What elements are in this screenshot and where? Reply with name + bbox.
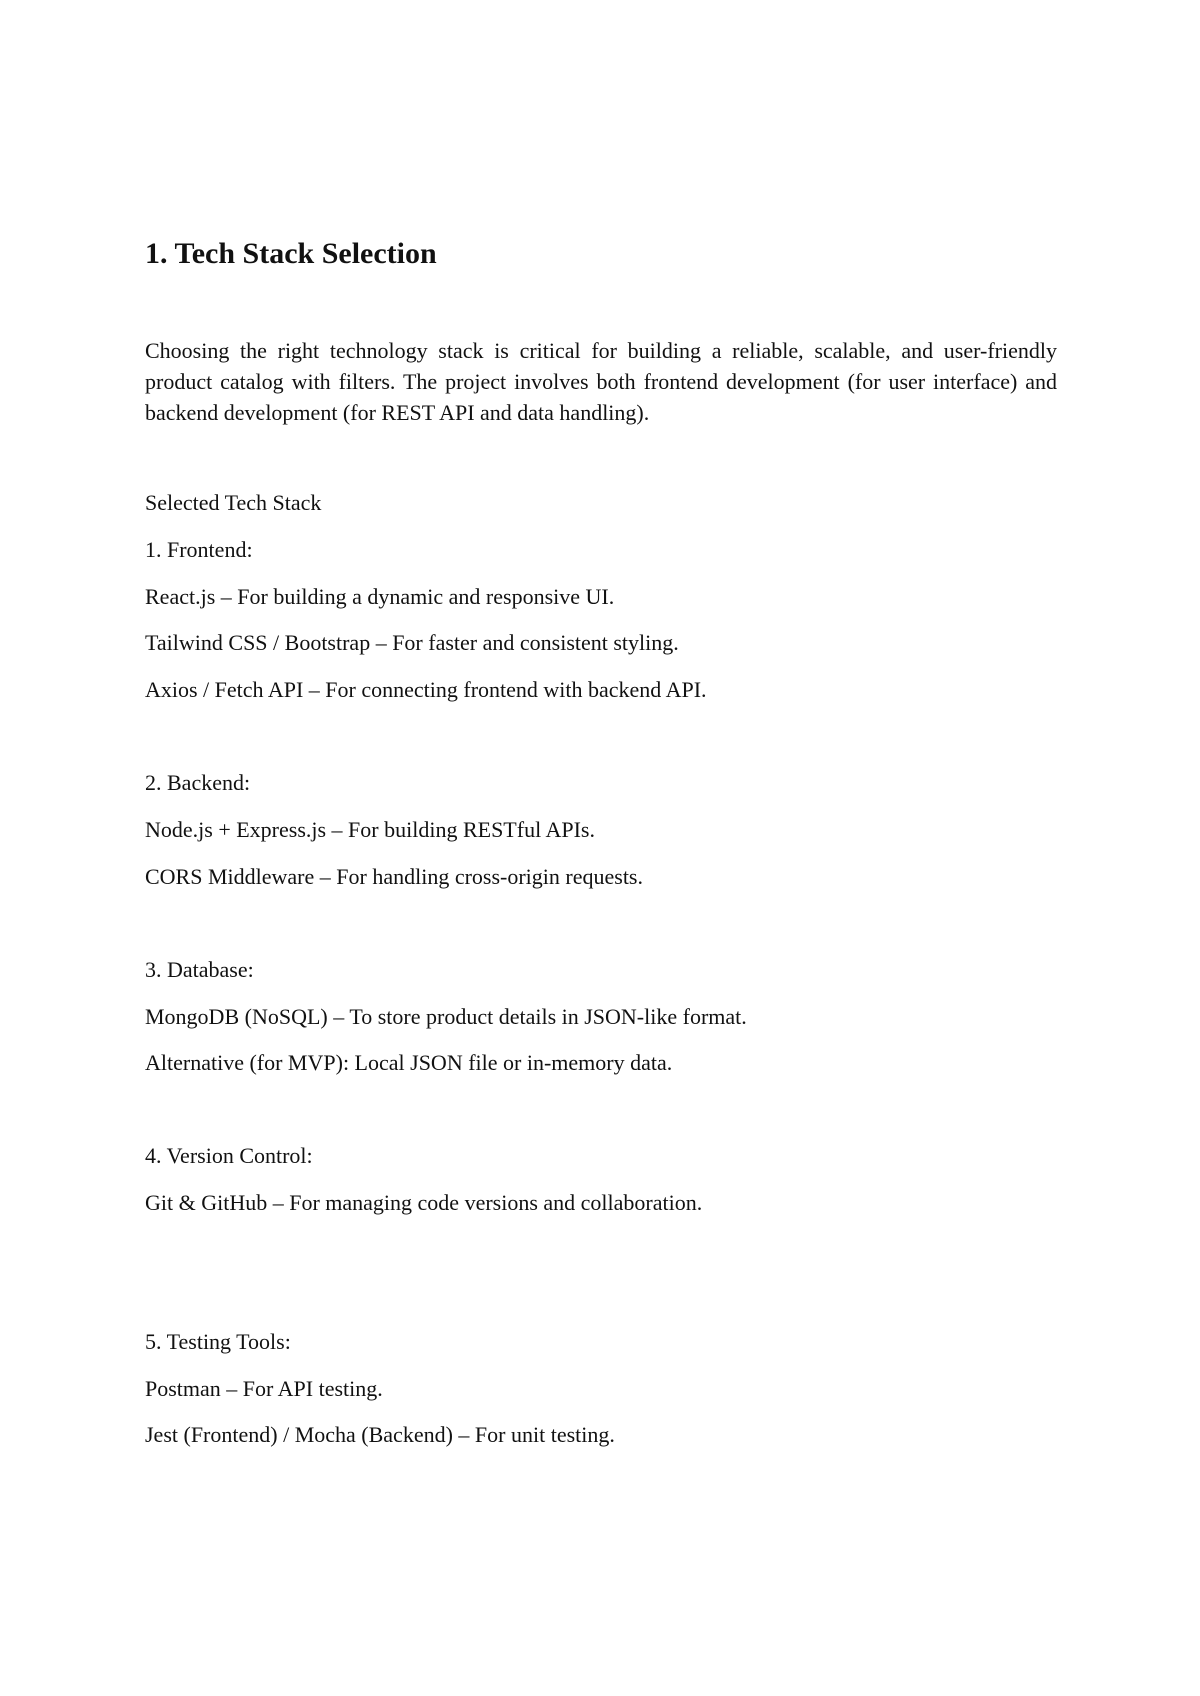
intro-paragraph: Choosing the right technology stack is critical for building a reliable, scalable, and user-friendly product catalog with filters. The project involves both frontend development (for user interface) and backend development (for REST API and data handling). <box>145 338 1057 425</box>
page-title: 1. Tech Stack Selection <box>145 237 437 270</box>
section-subheading: Selected Tech Stack <box>145 490 322 515</box>
list-item-testing-tools-2: Jest (Frontend) / Mocha (Backend) – For unit testing. <box>145 1422 615 1447</box>
section-title-version-control: 4. Version Control: <box>145 1143 313 1168</box>
list-item-frontend-1: React.js – For building a dynamic and responsive UI. <box>145 584 615 609</box>
list-item-database-2: Alternative (for MVP): Local JSON file or in-memory data. <box>145 1050 673 1075</box>
section-title-backend: 2. Backend: <box>145 770 251 795</box>
section-title-database: 3. Database: <box>145 957 254 982</box>
list-item-backend-2: CORS Middleware – For handling cross-origin requests. <box>145 864 643 889</box>
list-item-testing-tools-1: Postman – For API testing. <box>145 1376 383 1401</box>
list-item-backend-1: Node.js + Express.js – For building RESTful APIs. <box>145 817 595 842</box>
list-item-version-control-1: Git & GitHub – For managing code versions and collaboration. <box>145 1190 703 1215</box>
list-item-frontend-3: Axios / Fetch API – For connecting frontend with backend API. <box>145 677 707 702</box>
section-title-testing-tools: 5. Testing Tools: <box>145 1329 291 1354</box>
list-item-frontend-2: Tailwind CSS / Bootstrap – For faster and consistent styling. <box>145 630 679 655</box>
list-item-database-1: MongoDB (NoSQL) – To store product details in JSON-like format. <box>145 1004 747 1029</box>
section-title-frontend: 1. Frontend: <box>145 537 253 562</box>
